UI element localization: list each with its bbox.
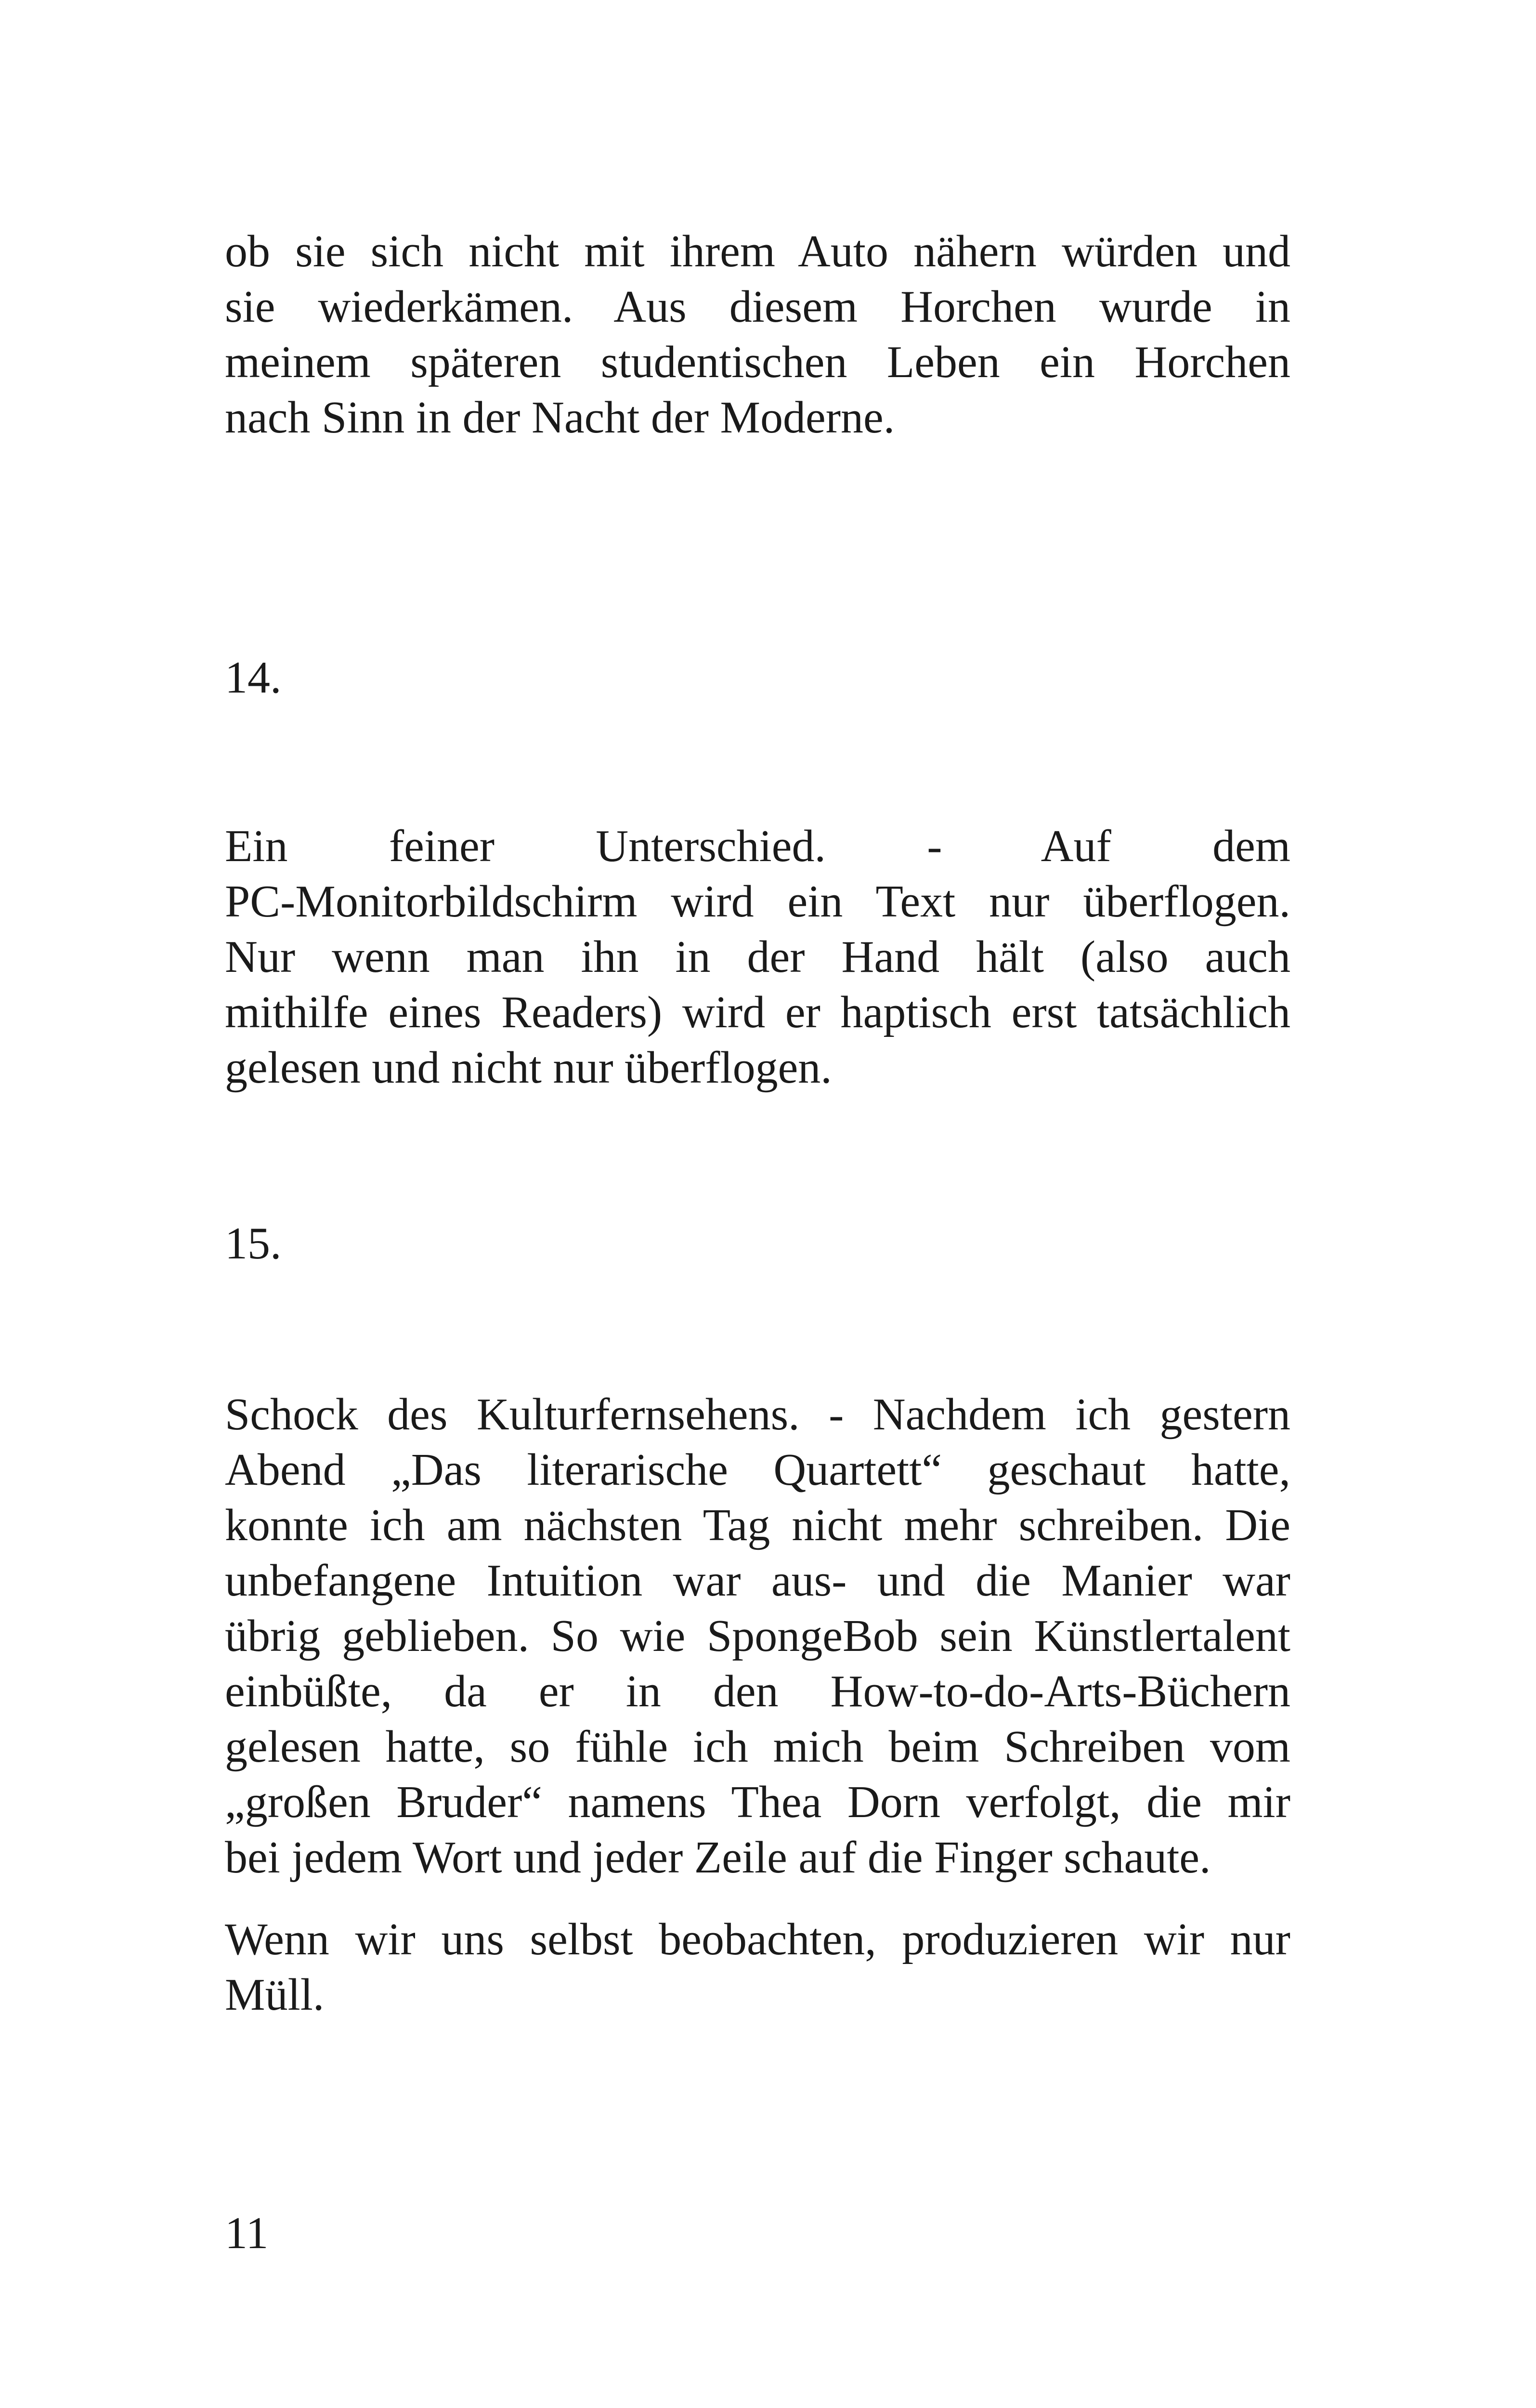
text-line: gelesen und nicht nur überflogen.: [225, 1043, 832, 1093]
text-line: Schock des Kulturfernsehens. - Nachdem ich gestern: [225, 1389, 1290, 1440]
text-line: nach Sinn in der Nacht der Moderne.: [225, 393, 895, 443]
page-number: 11: [225, 2208, 269, 2258]
text-line: mithilfe eines Readers) wird er haptisch erst tatsächlich: [225, 987, 1290, 1037]
text-line: übrig geblieben. So wie SpongeBob sein Künstlertalent: [225, 1611, 1290, 1661]
text-line: einbüßte, da er in den How-to-do-Arts-Büchern: [225, 1666, 1290, 1716]
text-line: ob sie sich nicht mit ihrem Auto nähern würden und: [225, 226, 1290, 276]
paragraph-intro: [225, 224, 1290, 445]
text-line: Ein feiner Unterschied. - Auf dem: [225, 821, 1290, 871]
text-line: konnte ich am nächsten Tag nicht mehr schreiben. Die: [225, 1500, 1290, 1550]
text-line: meinem späteren studentischen Leben ein Horchen: [225, 337, 1290, 387]
paragraph-section-15-b: [225, 1912, 1290, 2023]
text-line: Abend „Das literarische Quartett“ geschaut hatte,: [225, 1445, 1290, 1495]
text-line: bei jedem Wort und jeder Zeile auf die Finger schaute.: [225, 1832, 1211, 1883]
section-number-15: 15.: [225, 1218, 282, 1269]
paragraph-section-15-a: [225, 1387, 1290, 1885]
text-line: sie wiederkämen. Aus diesem Horchen wurde in: [225, 282, 1290, 332]
text-line: Wenn wir uns selbst beobachten, produzieren wir nur: [225, 1914, 1290, 1964]
paragraph-section-14: [225, 819, 1290, 1096]
text-line: unbefangene Intuition war aus- und die Manier war: [225, 1556, 1290, 1606]
text-line: Nur wenn man ihn in der Hand hält (also auch: [225, 932, 1290, 982]
text-line: Müll.: [225, 1970, 325, 2020]
text-line: „großen Bruder“ namens Thea Dorn verfolgt, die mir: [225, 1777, 1290, 1827]
text-line: PC-Monitorbildschirm wird ein Text nur überflogen.: [225, 877, 1290, 927]
text-line: gelesen hatte, so fühle ich mich beim Schreiben vom: [225, 1722, 1290, 1772]
section-number-14: 14.: [225, 653, 282, 703]
